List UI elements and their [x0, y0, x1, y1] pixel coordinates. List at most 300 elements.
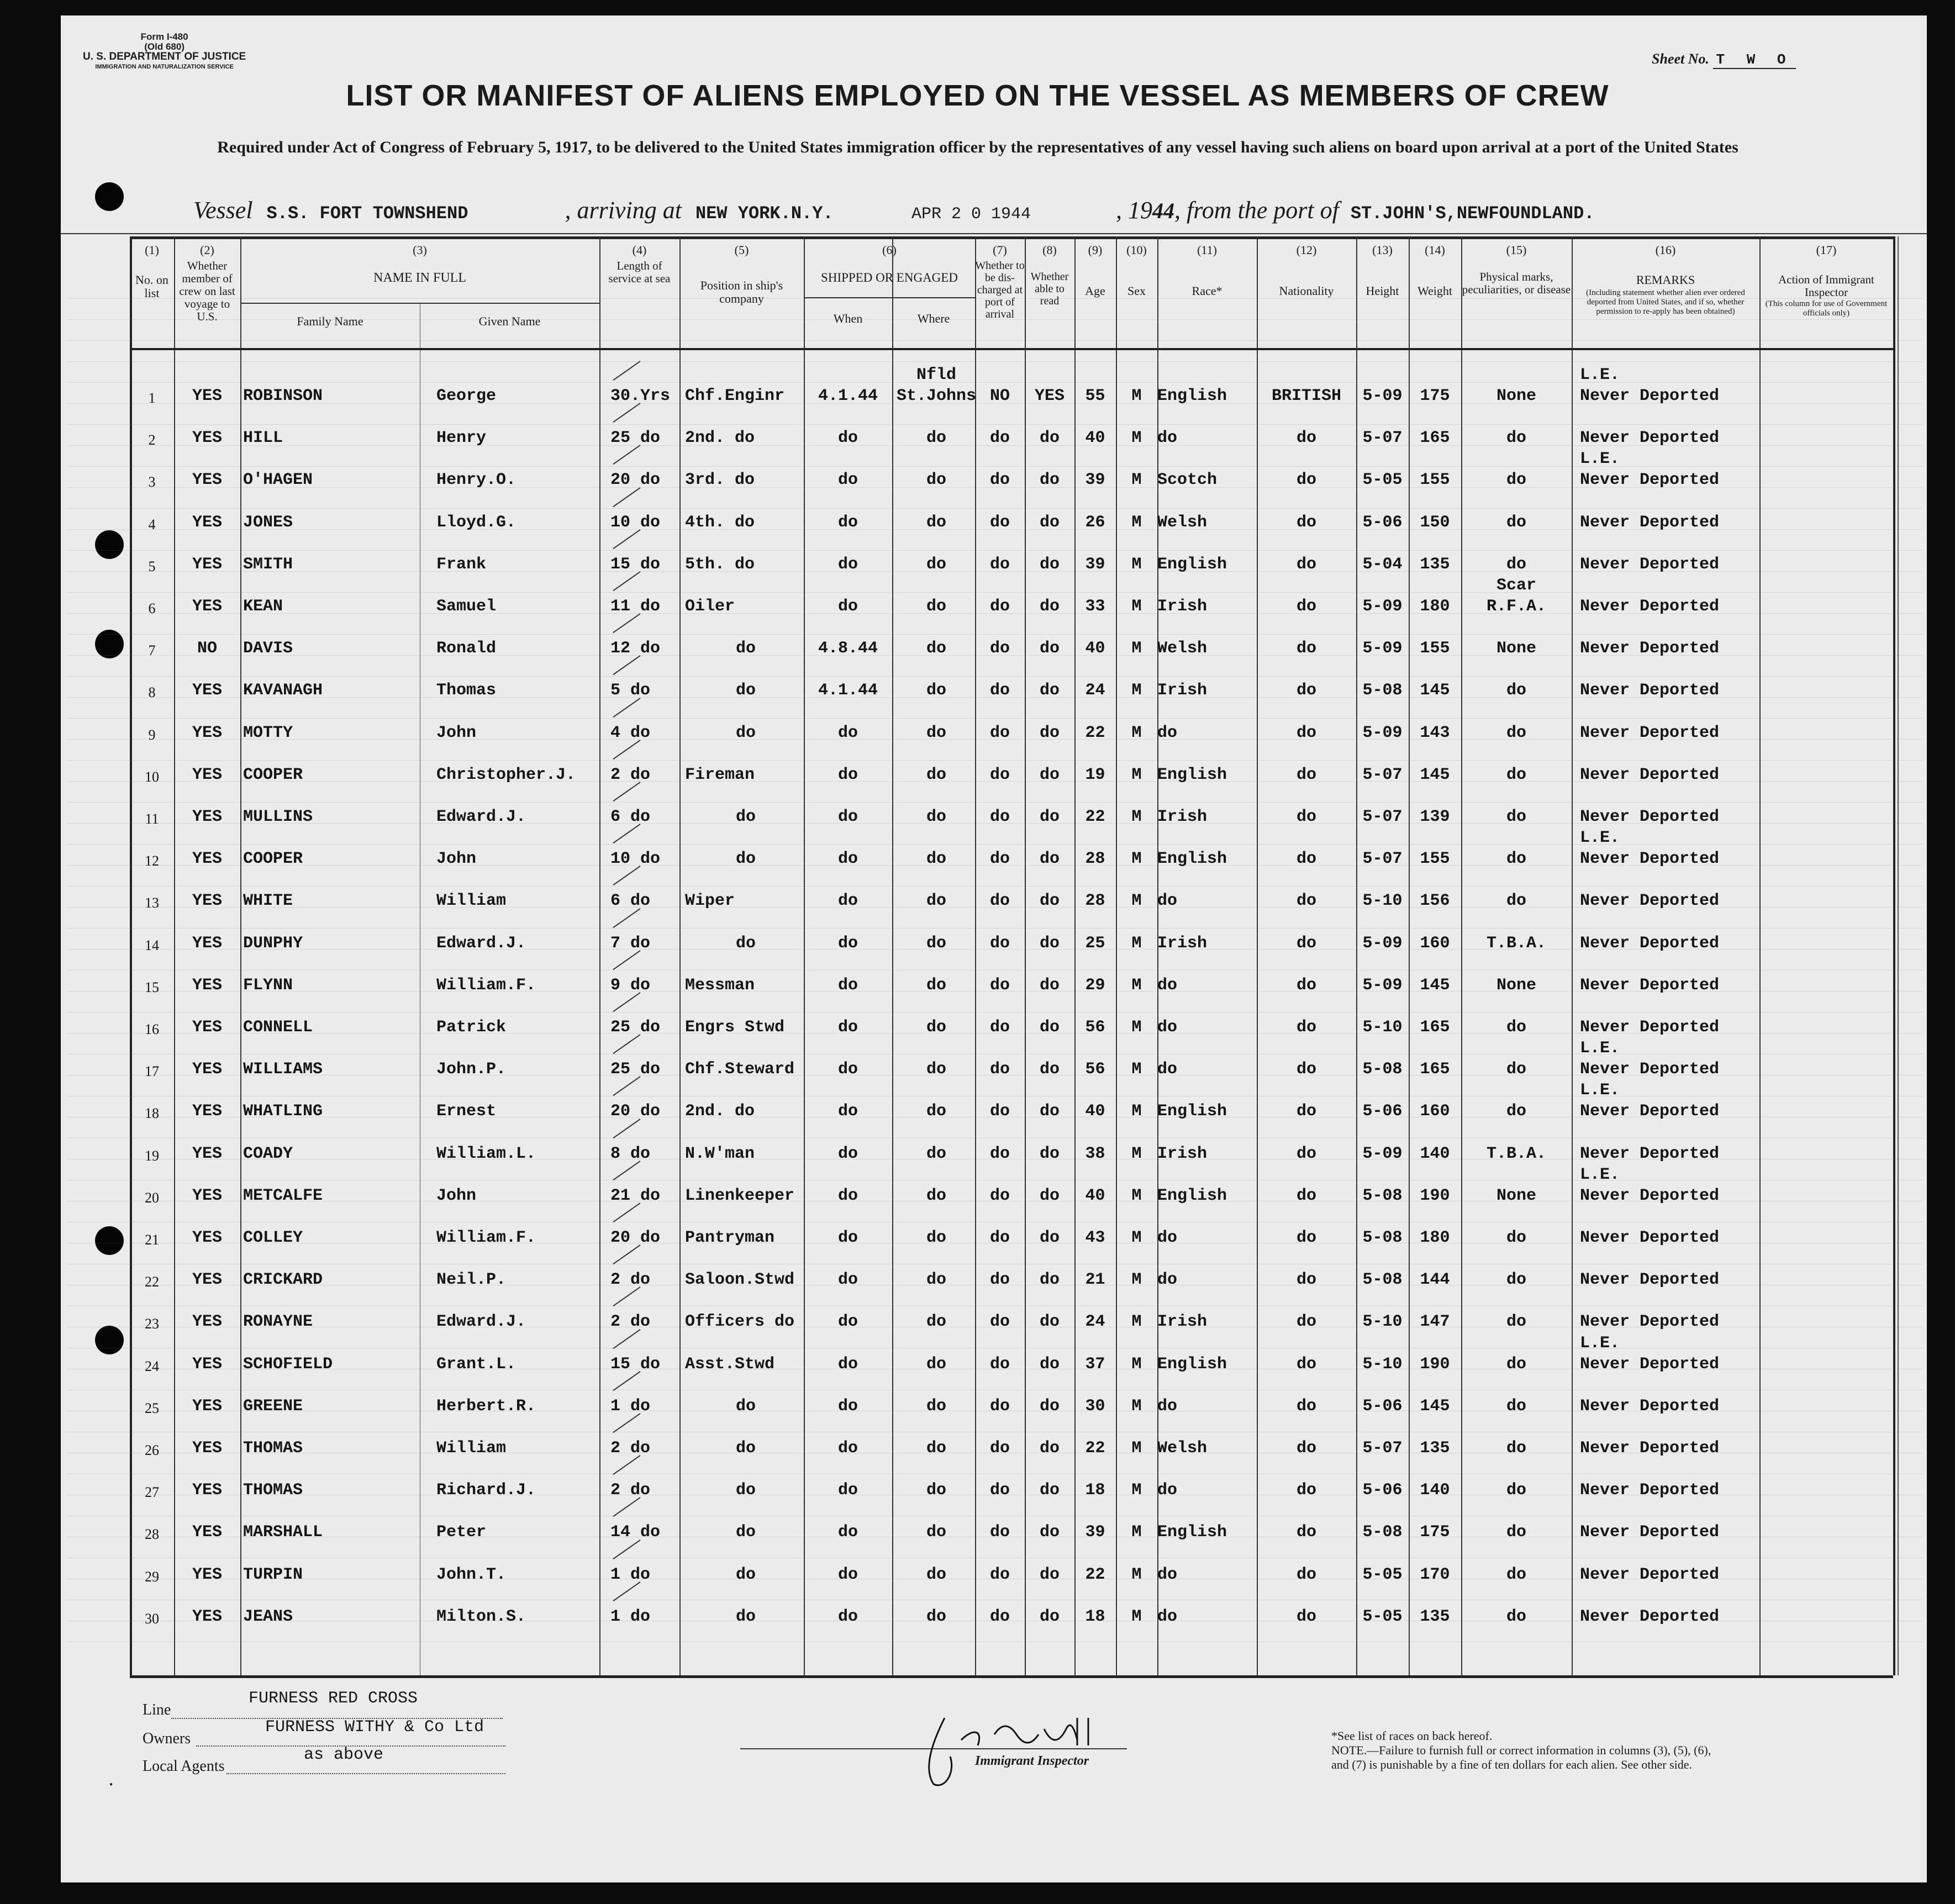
cell-no: 14: [145, 937, 159, 953]
cell-service: 10 do: [610, 513, 661, 532]
cell-family: JEANS: [243, 1607, 293, 1626]
cell-marks: None: [1496, 975, 1536, 995]
cell-when: do: [837, 1312, 858, 1332]
cell-race: do: [1157, 1565, 1178, 1584]
cell-age: 55: [1085, 387, 1105, 405]
cell-given: William: [436, 1439, 507, 1458]
cell-age: 40: [1085, 1102, 1105, 1121]
cell-weight: 139: [1420, 808, 1450, 826]
cell-sex: M: [1131, 1354, 1142, 1374]
cell-nat: do: [1296, 555, 1316, 574]
cell-remarks: Never Deported: [1580, 471, 1720, 490]
cell-family: THOMAS: [243, 1439, 303, 1458]
cell-last: YES: [192, 1018, 222, 1037]
cell-family: MULLINS: [243, 808, 313, 826]
cell-weight: 165: [1420, 1018, 1450, 1037]
cell-read: do: [1039, 1439, 1060, 1458]
cell-position: Asst.Stwd: [685, 1354, 775, 1374]
cell-dis: NO: [989, 387, 1010, 405]
cell-marks: do: [1506, 1060, 1526, 1079]
header-race: Race*: [1192, 284, 1222, 298]
cell-family: MOTTY: [243, 723, 293, 742]
column-rule: [174, 236, 175, 1675]
cell-given: John: [436, 723, 477, 742]
cell-dis: do: [989, 1354, 1010, 1374]
cell-when: do: [837, 1354, 858, 1374]
cell-nat: do: [1296, 933, 1316, 953]
inspector-label: Immigrant Inspector: [975, 1754, 1089, 1768]
cell-marks: do: [1506, 429, 1526, 448]
cell-race: do: [1157, 1060, 1178, 1079]
cell-position: do: [735, 1439, 756, 1458]
cell-no: 29: [145, 1568, 159, 1585]
cell-given: Henry.O.: [436, 471, 517, 490]
cell-no: 20: [145, 1189, 159, 1206]
cell-no: 19: [145, 1147, 159, 1164]
cell-remarks: Never Deported: [1580, 1018, 1720, 1037]
cell-where: do: [926, 1312, 946, 1332]
cell-service: 15 do: [610, 1354, 661, 1374]
cell-marks: do: [1506, 1312, 1526, 1332]
cell-dis: do: [989, 808, 1010, 826]
cell-marks: R.F.A.: [1486, 597, 1547, 616]
cell-sex: M: [1131, 1270, 1142, 1290]
cell-nat: do: [1296, 471, 1316, 490]
cell-given: William.F.: [436, 975, 536, 995]
cell-nat: do: [1296, 1144, 1316, 1163]
cell-race: do: [1157, 1228, 1178, 1247]
cell-position: 4th. do: [685, 513, 755, 532]
cell-family: SMITH: [243, 555, 293, 574]
cell-race: Irish: [1157, 1144, 1208, 1163]
header-action: Action of Immigrant Inspector: [1778, 273, 1874, 299]
cell-when: do: [837, 1565, 858, 1584]
vessel-label: Vessel: [193, 197, 253, 224]
cell-age: 38: [1085, 1144, 1105, 1163]
cell-weight: 145: [1420, 1396, 1450, 1416]
cell-remarks: Never Deported: [1580, 429, 1720, 448]
cell-where: do: [926, 1228, 946, 1247]
printer-mark: ●: [109, 1781, 113, 1787]
cell-read: do: [1039, 1565, 1060, 1584]
cell-where-note: Nfld: [916, 366, 956, 384]
owners-value: FURNESS WITHY & Co Ltd: [265, 1718, 484, 1737]
vessel-value: S.S. FORT TOWNSHEND: [266, 203, 468, 224]
cell-last: YES: [192, 765, 222, 784]
cell-remarks: Never Deported: [1580, 808, 1720, 826]
header-family-name: Family Name: [297, 314, 363, 328]
cell-position: Linenkeeper: [685, 1186, 795, 1205]
cell-weight: 135: [1420, 1607, 1450, 1626]
cell-marks: do: [1506, 471, 1526, 490]
cell-height: 5-09: [1362, 933, 1403, 953]
column-rule: [1356, 236, 1357, 1675]
cell-where: do: [926, 1523, 946, 1542]
ruled-line: [66, 634, 1922, 635]
cell-position: N.W'man: [685, 1144, 755, 1163]
cell-last: YES: [192, 1186, 222, 1205]
cell-read: do: [1039, 933, 1060, 953]
cell-last: YES: [192, 1228, 222, 1247]
cell-when: do: [837, 1481, 858, 1500]
cell-marks: None: [1496, 387, 1536, 405]
cell-service: 10 do: [610, 850, 661, 869]
cell-nat: do: [1296, 1186, 1316, 1205]
cell-nat: do: [1296, 597, 1316, 616]
cell-service: 2 do: [610, 1439, 651, 1458]
cell-race: Welsh: [1157, 513, 1208, 532]
cell-when: do: [837, 1270, 858, 1290]
cell-family: CRICKARD: [243, 1270, 323, 1290]
cell-age: 22: [1085, 808, 1105, 826]
cell-sex: M: [1131, 429, 1142, 448]
from-value: ST.JOHN'S,NEWFOUNDLAND.: [1350, 203, 1595, 224]
cell-nat: do: [1296, 892, 1316, 911]
cell-no: 11: [145, 811, 159, 827]
cell-race: do: [1157, 1018, 1178, 1037]
cell-service: 21 do: [610, 1186, 661, 1205]
cell-remarks: Never Deported: [1580, 1523, 1720, 1542]
cell-where: do: [926, 1396, 946, 1416]
cell-last: YES: [192, 1481, 222, 1500]
cell-age: 22: [1085, 723, 1105, 742]
cell-race: Irish: [1157, 681, 1208, 700]
cell-marks: do: [1506, 1607, 1526, 1626]
cell-where: do: [926, 1481, 946, 1500]
cell-where: do: [926, 1018, 946, 1037]
cell-remarks-note: L.E.: [1580, 1333, 1620, 1353]
cell-height: 5-10: [1362, 1018, 1403, 1037]
header-physical-marks: Physical marks, peculiarities, or disease: [1462, 270, 1571, 296]
cell-nat: do: [1296, 1018, 1316, 1037]
column-number: (14): [1425, 243, 1445, 257]
cell-age: 39: [1085, 1523, 1105, 1542]
column-rule: [1461, 236, 1462, 1675]
column-rule: [1025, 236, 1026, 1675]
cell-read: do: [1039, 429, 1060, 448]
form-identifier: [83, 32, 246, 72]
cell-when: do: [837, 1607, 858, 1626]
ruled-line: [66, 676, 1922, 677]
cell-no: 7: [148, 642, 156, 659]
cell-race: English: [1157, 1186, 1227, 1205]
cell-age: 39: [1085, 555, 1105, 574]
cell-family: HILL: [243, 429, 283, 448]
cell-age: 18: [1085, 1607, 1105, 1626]
cell-given: Peter: [436, 1523, 487, 1542]
cell-last: NO: [197, 639, 217, 658]
cell-age: 40: [1085, 1186, 1105, 1205]
cell-read: do: [1039, 1312, 1060, 1332]
cell-sex: M: [1131, 1396, 1142, 1416]
cell-no: 12: [145, 853, 159, 869]
cell-race: do: [1157, 975, 1178, 995]
cell-service: 2 do: [610, 1312, 651, 1332]
cell-where: do: [926, 1270, 946, 1290]
penalty-note: NOTE.—Failure to furnish full or correct information in columns (3), (5), (6), and (7) is punishable by a fine of ten dollars for each alien. See other side.: [1331, 1743, 1711, 1771]
cell-where: do: [926, 597, 946, 616]
cell-weight: 175: [1420, 387, 1450, 405]
cell-position: do: [735, 723, 756, 742]
cell-no: 13: [145, 895, 159, 911]
cell-weight: 160: [1420, 933, 1450, 953]
cell-marks: T.B.A.: [1486, 1144, 1547, 1163]
cell-read: do: [1039, 639, 1060, 658]
column-rule: [1409, 236, 1410, 1675]
cell-position: do: [735, 1607, 756, 1626]
cell-when: do: [837, 723, 858, 742]
year-label: , 19: [1115, 197, 1152, 224]
cell-read: do: [1039, 1523, 1060, 1542]
header-nationality: Nationality: [1279, 284, 1334, 298]
cell-nat: do: [1296, 723, 1316, 742]
cell-when: do: [837, 1186, 858, 1205]
cell-height: 5-09: [1362, 1144, 1403, 1163]
cell-no: 26: [145, 1442, 159, 1458]
cell-age: 21: [1085, 1270, 1105, 1290]
cell-last: YES: [192, 681, 222, 700]
cell-remarks: Never Deported: [1580, 933, 1720, 953]
cell-dis: do: [989, 429, 1010, 448]
cell-age: 33: [1085, 597, 1105, 616]
cell-weight: 155: [1420, 850, 1450, 869]
cell-nat: do: [1296, 639, 1316, 658]
cell-nat: do: [1296, 1270, 1316, 1290]
cell-position: Oiler: [685, 597, 735, 616]
cell-family: COADY: [243, 1144, 293, 1163]
cell-given: Neil.P.: [436, 1270, 507, 1290]
cell-height: 5-07: [1362, 850, 1403, 869]
cell-remarks: Never Deported: [1580, 1396, 1720, 1416]
cell-race: Irish: [1157, 1312, 1208, 1332]
cell-remarks-note: L.E.: [1580, 1081, 1620, 1100]
cell-where: do: [926, 555, 946, 574]
cell-when: do: [837, 933, 858, 953]
cell-age: 28: [1085, 892, 1105, 911]
cell-position: 2nd. do: [685, 429, 755, 448]
cell-remarks: Never Deported: [1580, 723, 1720, 742]
cell-no: 8: [148, 684, 156, 701]
cell-height: 5-08: [1362, 1060, 1403, 1079]
cell-weight: 175: [1420, 1523, 1450, 1542]
cell-service: 25 do: [610, 1018, 661, 1037]
column-number: (16): [1655, 243, 1676, 257]
cell-where: do: [926, 1102, 946, 1121]
line-value: FURNESS RED CROSS: [249, 1689, 418, 1708]
cell-marks: do: [1506, 1439, 1526, 1458]
cell-last: YES: [192, 1270, 222, 1290]
cell-read: do: [1039, 1228, 1060, 1247]
cell-height: 5-07: [1362, 429, 1403, 448]
cell-remarks: Never Deported: [1580, 1481, 1720, 1500]
cell-read: do: [1039, 850, 1060, 869]
cell-when: do: [837, 1439, 858, 1458]
cell-race: Scotch: [1157, 471, 1218, 490]
ruled-line: [66, 928, 1922, 929]
cell-when: do: [837, 513, 858, 532]
column-rule: [1157, 236, 1158, 1675]
cell-family: COLLEY: [243, 1228, 303, 1247]
cell-where: do: [926, 1439, 946, 1458]
cell-read: do: [1039, 975, 1060, 995]
cell-marks: do: [1506, 765, 1526, 784]
ruled-line: [66, 592, 1922, 593]
cell-when: do: [837, 1144, 858, 1163]
cell-dis: do: [989, 1565, 1010, 1584]
cell-service: 2 do: [610, 765, 651, 784]
cell-marks: T.B.A.: [1486, 933, 1547, 953]
cell-where: do: [926, 850, 946, 869]
cell-service: 1 do: [610, 1607, 651, 1626]
cell-nat: do: [1296, 765, 1316, 784]
cell-weight: 170: [1420, 1565, 1450, 1584]
cell-dis: do: [989, 850, 1010, 869]
cell-given: Samuel: [436, 597, 497, 616]
cell-dis: do: [989, 681, 1010, 700]
cell-remarks: Never Deported: [1580, 639, 1720, 658]
cell-nat: do: [1296, 1396, 1316, 1416]
column-number: (6): [882, 243, 897, 257]
header-rule: [130, 348, 1893, 350]
cell-given: Ernest: [436, 1102, 497, 1121]
agents-value: as above: [304, 1745, 384, 1764]
cell-last: YES: [192, 1565, 222, 1584]
header-name-in-full: NAME IN FULL: [373, 271, 466, 285]
cell-remarks: Never Deported: [1580, 1312, 1720, 1332]
cell-where: do: [926, 471, 946, 490]
header-remarks-note: (Including statement whether alien ever ordered deported from United States, and if so, whether permission to re-apply has been obtained): [1586, 288, 1745, 316]
cell-position: Pantryman: [685, 1228, 775, 1247]
cell-no: 10: [145, 768, 159, 785]
cell-no: 23: [145, 1316, 159, 1332]
cell-service: 2 do: [610, 1481, 651, 1500]
cell-no: 9: [148, 726, 156, 743]
ruled-line: [66, 760, 1922, 761]
cell-marks: do: [1506, 1102, 1526, 1121]
cell-dis: do: [989, 555, 1010, 574]
cell-weight: 180: [1420, 597, 1450, 616]
cell-age: 43: [1085, 1228, 1105, 1247]
column-number: (2): [200, 243, 214, 257]
cell-marks: do: [1506, 1396, 1526, 1416]
cell-weight: 140: [1420, 1481, 1450, 1500]
cell-given: Christopher.J.: [436, 765, 576, 784]
cell-race: English: [1157, 387, 1227, 405]
cell-marks-note: Scar: [1496, 576, 1536, 595]
cell-where: do: [926, 681, 946, 700]
cell-remarks: Never Deported: [1580, 597, 1720, 616]
sheet-value: T W O: [1713, 51, 1796, 69]
cell-read: do: [1039, 1186, 1060, 1205]
cell-service: 20 do: [610, 1102, 661, 1121]
cell-remarks: Never Deported: [1580, 975, 1720, 995]
cell-remarks: Never Deported: [1580, 1186, 1720, 1205]
cell-read: do: [1039, 765, 1060, 784]
cell-when: do: [837, 1396, 858, 1416]
department-name: U. S. DEPARTMENT OF JUSTICE: [83, 51, 246, 62]
cell-remarks: Never Deported: [1580, 1102, 1720, 1121]
cell-read: YES: [1034, 387, 1065, 405]
cell-race: do: [1157, 892, 1178, 911]
cell-height: 5-04: [1362, 555, 1403, 574]
cell-service: 25 do: [610, 429, 661, 448]
cell-marks: do: [1506, 808, 1526, 826]
sheet-number: [1652, 51, 1796, 68]
cell-weight: 180: [1420, 1228, 1450, 1247]
cell-race: Irish: [1157, 808, 1208, 826]
cell-sex: M: [1131, 555, 1142, 574]
cell-when: do: [837, 597, 858, 616]
cell-when: do: [837, 1018, 858, 1037]
cell-height: 5-07: [1362, 808, 1403, 826]
cell-race: Welsh: [1157, 639, 1208, 658]
cell-position: 5th. do: [685, 555, 755, 574]
column-rule: [679, 236, 681, 1675]
cell-no: 15: [145, 979, 159, 995]
cell-family: RONAYNE: [243, 1312, 313, 1332]
cell-where: do: [926, 892, 946, 911]
cell-sex: M: [1131, 1186, 1142, 1205]
cell-dis: do: [989, 1018, 1010, 1037]
cell-position: do: [735, 850, 756, 869]
cell-remarks: Never Deported: [1580, 1565, 1720, 1584]
cell-remarks: Never Deported: [1580, 513, 1720, 532]
cell-remarks: Never Deported: [1580, 1439, 1720, 1458]
cell-sex: M: [1131, 513, 1142, 532]
cell-given: Henry: [436, 429, 487, 448]
cell-position: do: [735, 639, 756, 658]
cell-remarks-note: L.E.: [1580, 366, 1620, 384]
cell-dis: do: [989, 1523, 1010, 1542]
cell-dis: do: [989, 1439, 1010, 1458]
cell-read: do: [1039, 1354, 1060, 1374]
cell-age: 25: [1085, 933, 1105, 953]
cell-position: Chf.Steward: [685, 1060, 795, 1079]
header-sex: Sex: [1127, 284, 1146, 298]
cell-marks: do: [1506, 1270, 1526, 1290]
cell-race: English: [1157, 1354, 1227, 1374]
cell-sex: M: [1131, 1144, 1142, 1163]
form-old-number: (Old 680): [144, 41, 185, 52]
cell-last: YES: [192, 1523, 222, 1542]
cell-given: Edward.J.: [436, 808, 526, 826]
cell-where: do: [926, 1060, 946, 1079]
cell-read: do: [1039, 808, 1060, 826]
cell-weight: 155: [1420, 471, 1450, 490]
cell-service: 8 do: [610, 1144, 651, 1163]
cell-marks: do: [1506, 1523, 1526, 1542]
cell-race: do: [1157, 723, 1178, 742]
cell-sex: M: [1131, 387, 1142, 405]
column-number: (11): [1197, 243, 1217, 257]
cell-no: 21: [145, 1232, 159, 1248]
header-able-to-read: Whether able to read: [1030, 271, 1069, 307]
cell-weight: 160: [1420, 1102, 1450, 1121]
cell-given: Lloyd.G.: [436, 513, 517, 532]
column-number: (13): [1372, 243, 1393, 257]
cell-service: 4 do: [610, 723, 651, 742]
binder-hole: [95, 530, 124, 559]
date-stamp: APR 2 0 1944: [911, 205, 1031, 224]
header-discharged: Whether to be dis-charged at port of arrival: [975, 260, 1025, 320]
cell-read: do: [1039, 681, 1060, 700]
cell-when: do: [837, 975, 858, 995]
cell-marks: do: [1506, 681, 1526, 700]
cell-sex: M: [1131, 892, 1142, 911]
cell-nat: do: [1296, 1607, 1316, 1626]
cell-last: YES: [192, 1439, 222, 1458]
cell-when: 4.1.44: [818, 387, 878, 405]
